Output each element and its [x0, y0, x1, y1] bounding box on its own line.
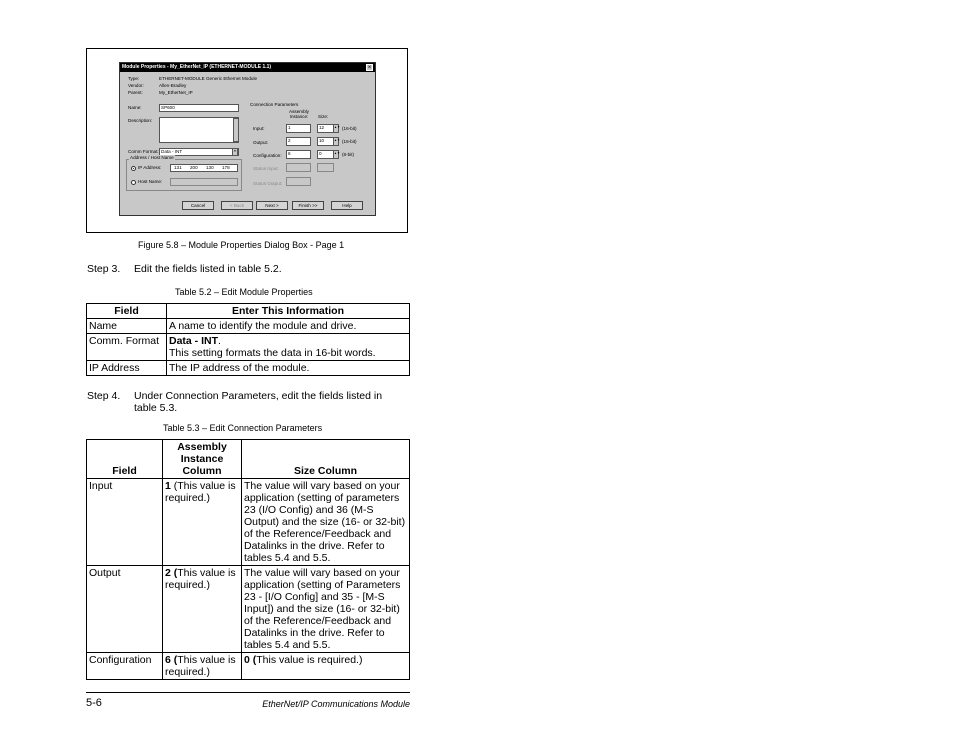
close-icon[interactable]: ×	[367, 65, 372, 71]
name-field[interactable]: SP600	[159, 104, 239, 112]
output-label: Output:	[253, 140, 269, 145]
table-header: Assembly Instance Column	[163, 440, 242, 479]
size-rest: This value is required.)	[256, 654, 363, 666]
status-input-instance-field	[286, 163, 311, 172]
instance-rest: This value is required.)	[165, 567, 236, 591]
name-label: Name:	[128, 105, 142, 110]
table-header: Enter This Information	[167, 304, 410, 319]
host-name-radio[interactable]	[131, 180, 136, 185]
status-output-label: Status Output:	[253, 181, 283, 186]
status-input-label: Status Input:	[253, 166, 279, 171]
output-instance-field[interactable]: 2	[286, 137, 311, 146]
ip-octet-1: 131	[174, 165, 182, 170]
table-cell-instance	[163, 653, 242, 680]
configuration-size-field[interactable]: 0	[317, 150, 334, 159]
ip-octet-3: 130	[206, 165, 214, 170]
input-size-unit: (16-bit)	[342, 126, 357, 131]
table2-caption: Table 5.3 – Edit Connection Parameters	[163, 423, 323, 433]
assembly-instance-label: Assembly Instance:	[289, 109, 309, 119]
step4-number: Step 4.	[87, 390, 121, 402]
table-row	[87, 319, 410, 334]
table-cell-field: Comm. Format	[87, 334, 167, 361]
table-cell-size	[242, 566, 410, 653]
table-cell-field: Output	[87, 566, 163, 653]
table-cell-field: Name	[87, 319, 167, 334]
cancel-button[interactable]: Cancel	[182, 201, 214, 210]
instance-bold: 2 (	[165, 567, 178, 579]
ip-octet-2: 200	[190, 165, 198, 170]
size-rest: The value will vary based on your application (setting of parameters 23 (I/O Config) and 36 (M-S Output) and the size (16- or 32-bit) of the Reference/Feedback and Datalinks in the drive. Refer to tables 5.4 and 5.5.	[244, 480, 406, 564]
table-cell-field: Input	[87, 479, 163, 566]
configuration-label: Configuration:	[253, 153, 282, 158]
table-header-row	[87, 304, 410, 319]
size-label: Size:	[318, 114, 329, 119]
table-cell-field: Configuration	[87, 653, 163, 680]
instance-rest: This value is required.)	[165, 654, 236, 678]
table-header: Field	[87, 440, 163, 479]
host-name-label: Host Name:	[138, 179, 163, 184]
ip-address-radio[interactable]	[131, 166, 136, 171]
figure-caption: Figure 5.8 – Module Properties Dialog Box - Page 1	[138, 240, 345, 250]
status-input-size-field	[317, 163, 334, 172]
edit-module-properties-table	[86, 303, 410, 376]
dialog-title: Module Properties - My_EtherNet_IP (ETHERNET-MODULE 1.1)	[120, 63, 375, 72]
table-cell-instance	[163, 566, 242, 653]
table-row	[87, 479, 410, 566]
type-value: ETHERNET-MODULE Generic Ethernet Module	[159, 76, 258, 81]
comm-format-select[interactable]: Data - INT	[159, 148, 239, 156]
connection-parameters-label: Connection Parameters	[250, 102, 299, 107]
description-scrollbar[interactable]	[233, 118, 239, 142]
page-number: 5-6	[86, 697, 102, 709]
module-properties-dialog	[119, 62, 376, 216]
back-button[interactable]: < Back	[221, 201, 253, 210]
edit-connection-parameters-table	[86, 439, 410, 680]
instance-bold: 6 (	[165, 654, 178, 666]
finish-button[interactable]: Finish >>	[292, 201, 324, 210]
table-cell-field: IP Address	[87, 361, 167, 376]
table-header: Field	[87, 304, 167, 319]
table-cell-info	[167, 334, 410, 361]
host-name-field[interactable]	[170, 178, 238, 186]
vendor-label: Vendor:	[128, 83, 144, 88]
description-label: Description:	[128, 118, 153, 123]
footer-rule	[86, 692, 410, 693]
address-group-label: Address / Host Name	[130, 155, 174, 160]
table-cell-info: A name to identify the module and drive.	[167, 319, 410, 334]
step3-number: Step 3.	[87, 263, 121, 275]
step4-text: Under Connection Parameters, edit the fields listed in table 5.3.	[134, 390, 383, 414]
help-button[interactable]: Help	[331, 201, 363, 210]
input-size-field[interactable]: 12	[317, 124, 334, 133]
table-header: Size Column	[242, 440, 410, 479]
parent-value: My_EtherNet_IP	[159, 90, 193, 95]
description-field[interactable]	[159, 117, 239, 143]
running-title: EtherNet/IP Communications Module	[262, 699, 410, 709]
comm-format-label: Comm Format:	[128, 149, 159, 154]
table1-caption: Table 5.2 – Edit Module Properties	[175, 287, 313, 297]
ip-address-label: IP Address:	[138, 165, 162, 170]
info-rest: .	[218, 335, 221, 347]
info-bold: Data - INT	[169, 335, 219, 347]
table-row	[87, 361, 410, 376]
instance-bold: 1	[165, 480, 171, 492]
output-size-field[interactable]: 10	[317, 137, 334, 146]
table-cell-size	[242, 479, 410, 566]
table-row	[87, 566, 410, 653]
ip-octet-4: 178	[222, 165, 230, 170]
table-cell-size	[242, 653, 410, 680]
info-line2: This setting formats the data in 16-bit words.	[169, 347, 376, 359]
next-button[interactable]: Next >	[256, 201, 288, 210]
instance-rest: (This value is required.)	[165, 480, 236, 504]
table-cell-info: The IP address of the module.	[167, 361, 410, 376]
vendor-value: Allen-Bradley	[159, 83, 187, 88]
configuration-size-spinner[interactable]: ▲▼	[333, 150, 339, 159]
table-cell-instance	[163, 479, 242, 566]
output-size-spinner[interactable]: ▲▼	[333, 137, 339, 146]
status-output-instance-field	[286, 177, 311, 186]
step3-text: Edit the fields listed in table 5.2.	[134, 263, 282, 275]
input-instance-field[interactable]: 1	[286, 124, 311, 133]
chevron-down-icon[interactable]: ▼	[232, 148, 238, 156]
size-bold: 0 (	[244, 654, 257, 666]
output-size-unit: (16-bit)	[342, 139, 357, 144]
type-label: Type:	[128, 76, 140, 81]
input-size-spinner[interactable]: ▲▼	[333, 124, 339, 133]
configuration-instance-field[interactable]: 6	[286, 150, 311, 159]
table-header-row	[87, 440, 410, 479]
table-row	[87, 653, 410, 680]
input-label: Input:	[253, 126, 265, 131]
table-row	[87, 334, 410, 361]
size-rest: The value will vary based on your application (setting of Parameters 23 - [I/O Config] and 35 - [M-S Input]) and the size (16- or 32-bit) of the Reference/Feedback and Datalinks in the drive. Refer to tables 5.4 and 5.5.	[244, 567, 401, 651]
parent-label: Parent:	[128, 90, 143, 95]
configuration-size-unit: (8-bit)	[342, 152, 354, 157]
